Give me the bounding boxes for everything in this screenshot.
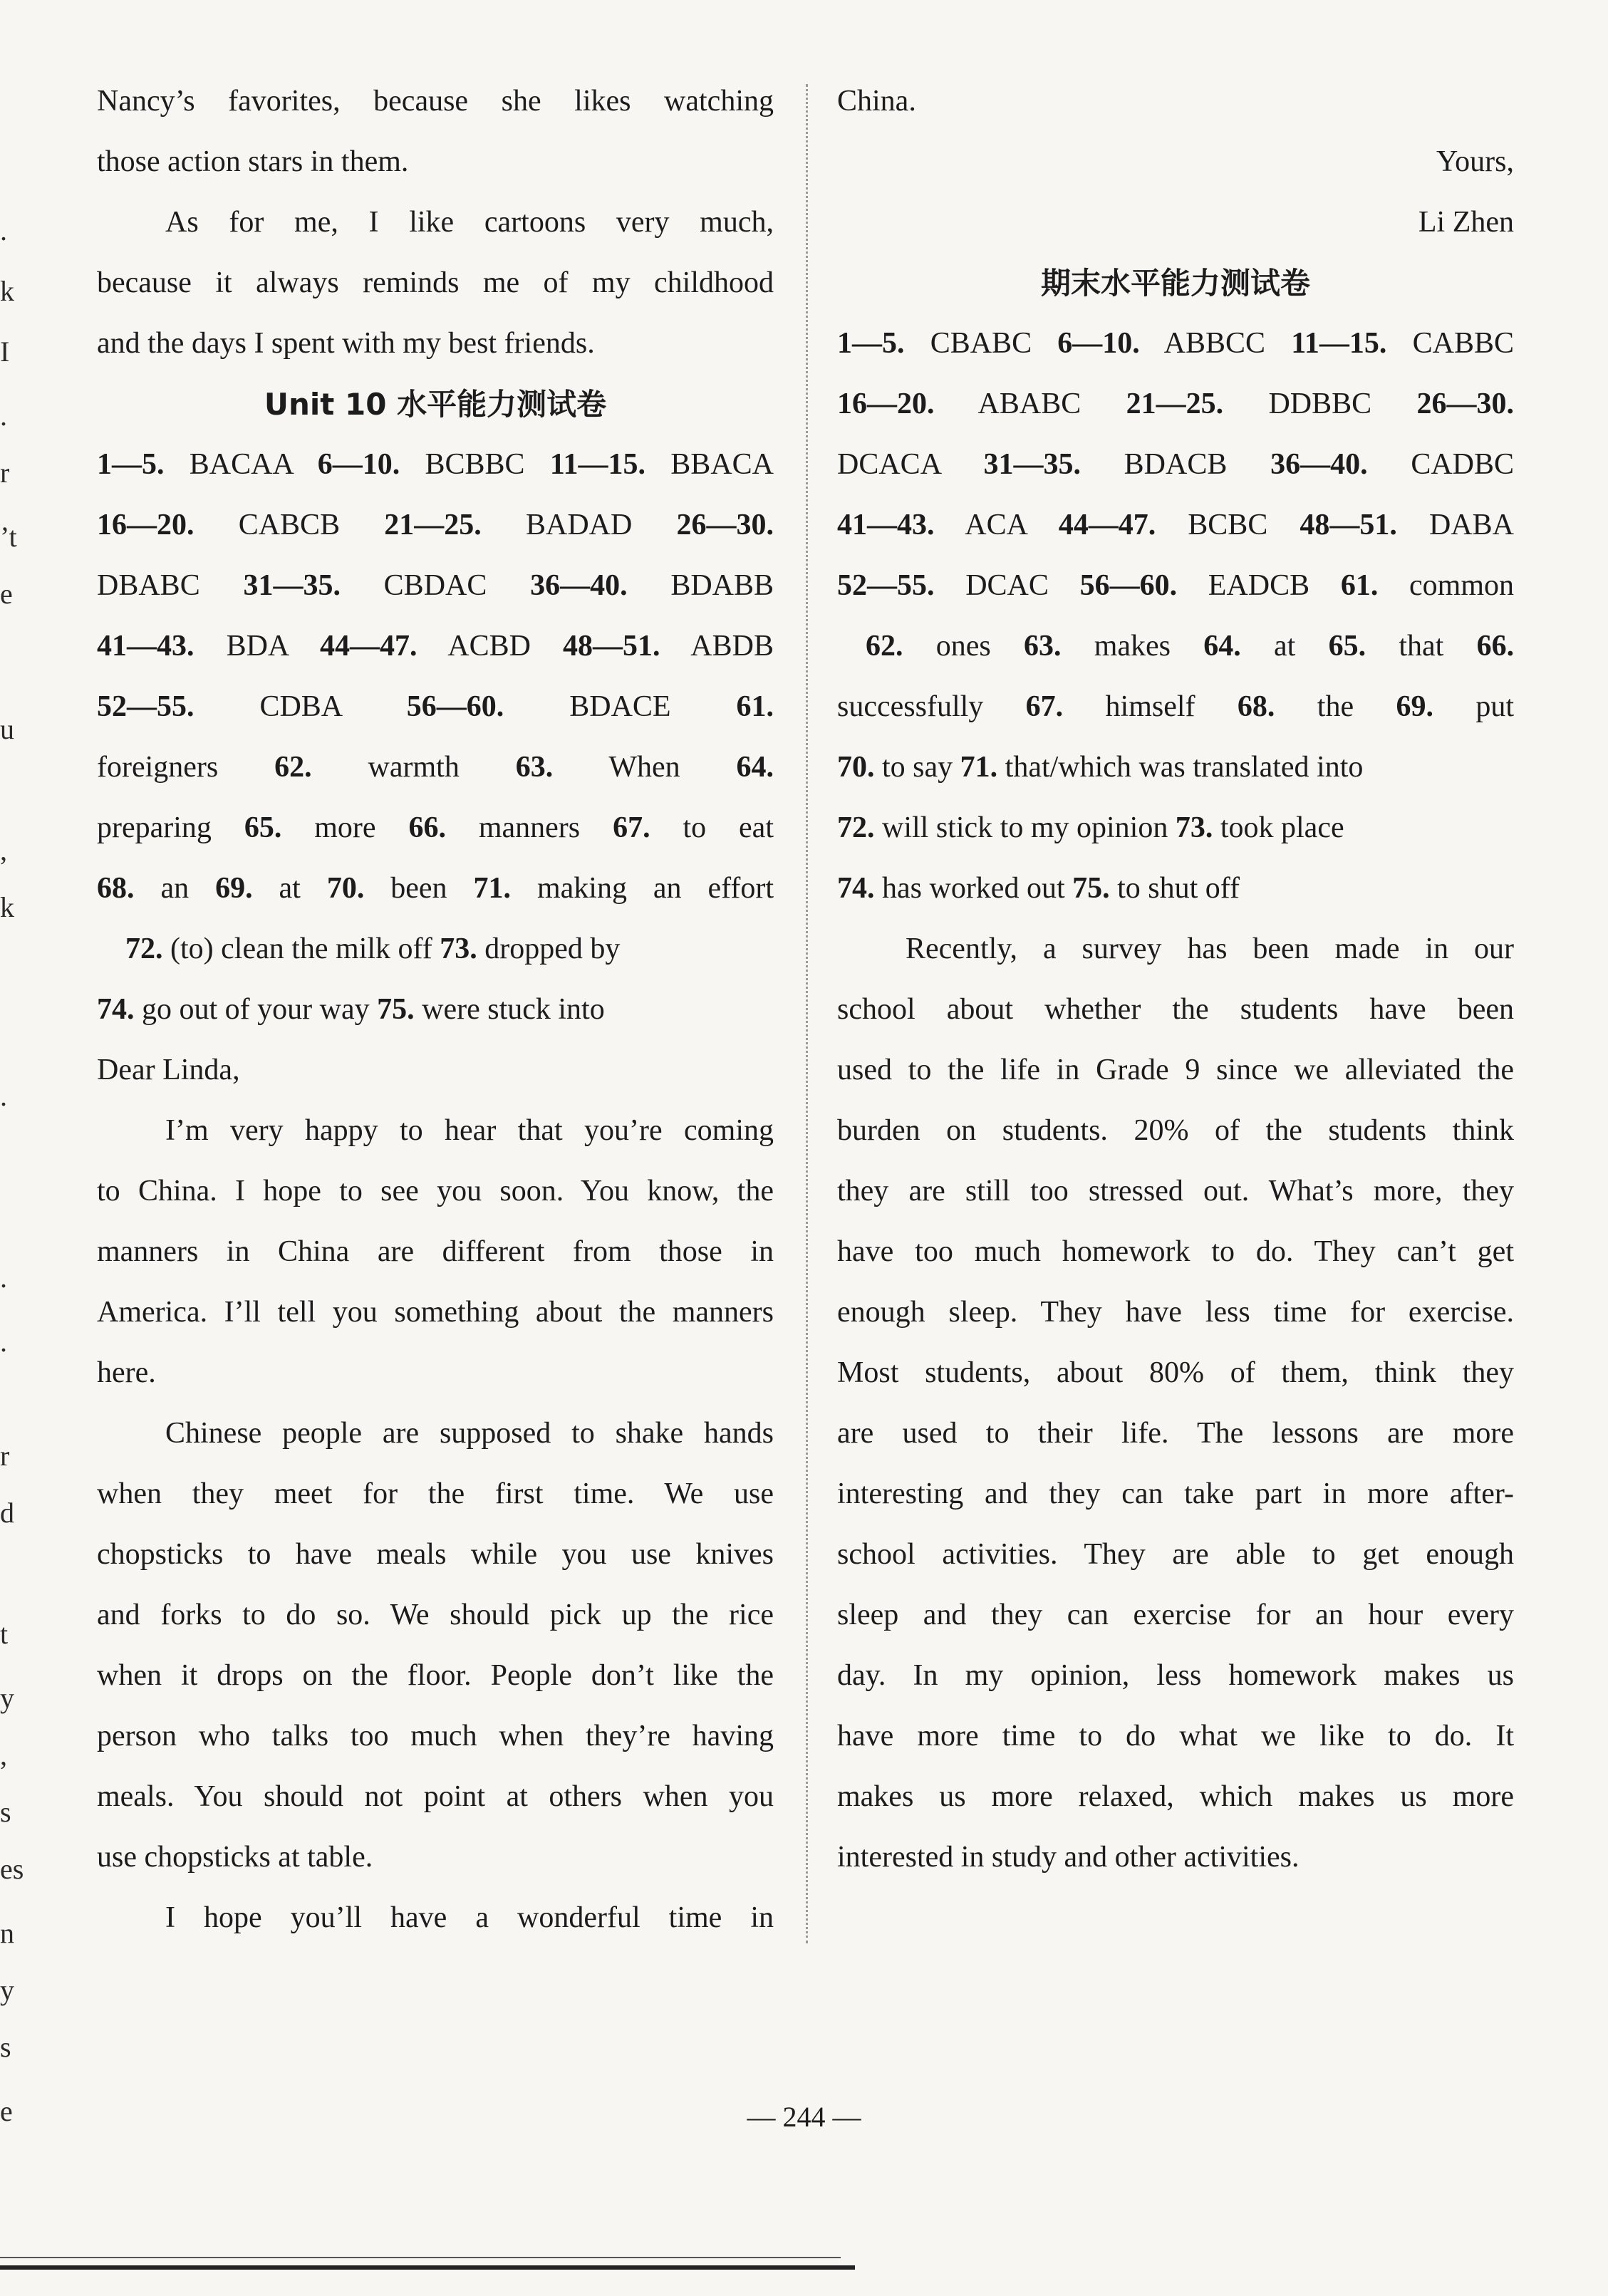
answer-item: 70. been: [326, 872, 447, 905]
answer-item: 69. put: [1396, 690, 1515, 723]
answer-item: 72. will stick to my opinion: [837, 811, 1168, 844]
paragraph-line: when they meet for the first time. We use: [97, 1477, 774, 1510]
paragraph-line: interested in study and other activities.: [837, 1841, 1300, 1874]
paragraph-line: interesting and they can take part in more after-: [837, 1477, 1514, 1510]
left-column: [97, 71, 774, 1948]
edge-fragment: n: [0, 1917, 14, 1949]
closing: Yours,: [1436, 145, 1514, 178]
paragraph-line: used to the life in Grade 9 since we alleviated the: [837, 1054, 1514, 1086]
answer-row: [837, 737, 1514, 798]
answer-item: 16—20. ABABC: [837, 388, 1081, 420]
answer-row: [97, 495, 774, 556]
answer-item: preparing: [97, 811, 212, 844]
paragraph-line: to China. I hope to see you soon. You know, the: [97, 1175, 774, 1207]
edge-fragment: y: [0, 1974, 14, 2006]
unit10-title: Unit 10 水平能力测试卷: [264, 387, 607, 422]
paragraph-line: As for me, I like cartoons very much,: [165, 206, 774, 239]
edge-fragment: y: [0, 1682, 14, 1714]
right-column: [837, 71, 1514, 1888]
answer-item: 68. the: [1237, 690, 1354, 723]
answer-row: [97, 435, 774, 495]
answer-item: foreigners: [97, 751, 219, 784]
answer-item: 44—47. ACBD: [320, 630, 531, 663]
answer-item: 75. were stuck into: [377, 993, 605, 1026]
edge-fragment: .: [0, 214, 7, 246]
edge-fragment: d: [0, 1497, 14, 1529]
edge-fragment: r: [0, 457, 10, 489]
answer-item: 64.: [736, 751, 774, 784]
answer-item: 62. ones: [866, 630, 991, 663]
edge-fragment: ,: [0, 834, 7, 866]
paragraph-line: school activities. They are able to get enough: [837, 1538, 1514, 1571]
answer-item: 1—5. BACAA: [97, 448, 293, 481]
answer-item: 31—35. CBDAC: [243, 569, 487, 602]
answer-item: 6—10. ABBCC: [1057, 327, 1266, 360]
answer-item: 75. to shut off: [1072, 872, 1240, 905]
answer-item: 67. himself: [1025, 690, 1195, 723]
answer-row: [97, 737, 774, 798]
answer-row: [97, 677, 774, 737]
paragraph-line: when it drops on the floor. People don’t like the: [97, 1659, 774, 1692]
paragraph-line: person who talks too much when they’re having: [97, 1720, 774, 1752]
paragraph-line: I hope you’ll have a wonderful time in: [165, 1901, 774, 1934]
paragraph-line: and forks to do so. We should pick up the rice: [97, 1599, 774, 1631]
paragraph-line: makes us more relaxed, which makes us more: [837, 1780, 1514, 1813]
answer-row: [837, 435, 1514, 495]
answer-item: 48—51. ABDB: [563, 630, 774, 663]
answer-item: 65. more: [244, 811, 376, 844]
left-margin-fragments: [0, 0, 28, 2296]
answer-row: [97, 919, 774, 980]
final-exam-title: 期末水平能力测试卷: [1040, 266, 1310, 301]
answer-item: successfully: [837, 690, 984, 723]
paragraph-line: have more time to do what we like to do. It: [837, 1720, 1514, 1752]
paragraph-line: school about whether the students have been: [837, 993, 1514, 1026]
edge-fragment: ’t: [0, 521, 17, 553]
edge-fragment: s: [0, 1796, 11, 1828]
answer-item: 73. took place: [1175, 811, 1344, 844]
answer-row: [837, 556, 1514, 616]
answer-item: 52—55. CDBA: [97, 690, 341, 723]
answer-item: 36—40. CADBC: [1270, 448, 1515, 481]
answer-row: [97, 980, 774, 1040]
paragraph-line: Chinese people are supposed to shake hands: [165, 1417, 774, 1450]
edge-fragment: .: [0, 400, 7, 432]
answer-item: 44—47. BCBC: [1058, 509, 1268, 541]
bottom-rule: [0, 2265, 855, 2270]
edge-fragment: e: [0, 2095, 13, 2127]
answer-item: 67. to eat: [613, 811, 774, 844]
section-title: [837, 253, 1514, 313]
answer-item: 68. an: [97, 872, 190, 905]
answer-row: [837, 313, 1514, 374]
paragraph-line: sleep and they can exercise for an hour every: [837, 1599, 1514, 1631]
paragraph-line: burden on students. 20% of the students think: [837, 1114, 1514, 1147]
answer-item: 61.: [736, 690, 774, 723]
answer-row: [837, 798, 1514, 858]
answer-item: 71. making an effort: [473, 872, 774, 905]
page-number: — 244 —: [747, 2101, 861, 2133]
answer-item: 21—25. DDBBC: [1126, 388, 1372, 420]
answer-item: 65. that: [1328, 630, 1444, 663]
edge-fragment: es: [0, 1853, 24, 1885]
answer-item: 52—55. DCAC: [837, 569, 1049, 602]
answer-item: 69. at: [215, 872, 301, 905]
answer-row: [837, 677, 1514, 737]
edge-fragment: .: [0, 1262, 7, 1294]
paragraph-line: I’m very happy to hear that you’re coming: [165, 1114, 774, 1147]
answer-item: 26—30.: [1416, 388, 1515, 420]
answer-item: 64. at: [1203, 630, 1296, 663]
paragraph-line: are used to their life. The lessons are more: [837, 1417, 1514, 1450]
paragraph-line: manners in China are different from those in: [97, 1235, 774, 1268]
edge-fragment: .: [0, 1080, 7, 1112]
answer-item: 74. go out of your way: [97, 993, 370, 1026]
paragraph-line: meals. You should not point at others when you: [97, 1780, 774, 1813]
answer-item: 31—35. BDACB: [983, 448, 1228, 481]
answer-item: 62. warmth: [274, 751, 460, 784]
column-divider: [806, 84, 808, 1943]
signature: Li Zhen: [1418, 206, 1514, 239]
answer-item: 11—15. BBACA: [549, 448, 774, 481]
salutation: Dear Linda,: [97, 1054, 240, 1086]
answer-row: [97, 556, 774, 616]
answer-item: 56—60. EADCB: [1079, 569, 1310, 602]
answer-item: 66.: [1476, 630, 1515, 663]
answer-item: 11—15. CABBC: [1291, 327, 1515, 360]
answer-item: 71. that/which was translated into: [960, 751, 1364, 784]
paragraph-line: here.: [97, 1356, 156, 1389]
paragraph-line: Nancy’s favorites, because she likes watching: [97, 85, 774, 118]
paragraph-line: those action stars in them.: [97, 145, 409, 178]
answer-item: 74. has worked out: [837, 872, 1065, 905]
paragraph-line: and the days I spent with my best friends.: [97, 327, 595, 360]
answer-item: 56—60. BDACE: [406, 690, 671, 723]
paragraph-line: use chopsticks at table.: [97, 1841, 373, 1874]
answer-item: 36—40. BDABB: [530, 569, 774, 602]
answer-item: 66. manners: [408, 811, 581, 844]
bottom-rule-thin: [0, 2257, 841, 2258]
answer-item: 73. dropped by: [440, 933, 621, 965]
answer-item: 72. (to) clean the milk off: [125, 933, 432, 965]
answer-row: [97, 616, 774, 677]
paragraph-line: they are still too stressed out. What’s more, they: [837, 1175, 1514, 1207]
answer-item: 41—43. ACA: [837, 509, 1027, 541]
edge-fragment: u: [0, 713, 14, 745]
answer-row: [837, 616, 1514, 677]
answer-item: 21—25. BADAD: [384, 509, 633, 541]
answer-item: 48—51. DABA: [1300, 509, 1515, 541]
edge-fragment: t: [0, 1618, 9, 1650]
edge-fragment: e: [0, 578, 13, 610]
paragraph-line: enough sleep. They have less time for exercise.: [837, 1296, 1514, 1329]
paragraph-line: chopsticks to have meals while you use knives: [97, 1538, 774, 1571]
paragraph-line: America. I’ll tell you something about the manners: [97, 1296, 774, 1329]
answer-row: [837, 374, 1514, 435]
answer-row: [837, 858, 1514, 919]
answer-item: 1—5. CBABC: [837, 327, 1032, 360]
answer-item: 41—43. BDA: [97, 630, 288, 663]
edge-fragment: ,: [0, 1739, 7, 1771]
answer-item: 63. makes: [1023, 630, 1171, 663]
answer-item: DCACA: [837, 448, 940, 481]
answer-row: [97, 858, 774, 919]
paragraph-line: Recently, a survey has been made in our: [906, 933, 1514, 965]
paragraph-line: because it always reminds me of my childhood: [97, 266, 774, 299]
edge-fragment: k: [0, 275, 14, 307]
paragraph-line: day. In my opinion, less homework makes us: [837, 1659, 1514, 1692]
answer-item: 26—30.: [676, 509, 774, 541]
answer-item: 61. common: [1340, 569, 1515, 602]
answer-item: 6—10. BCBBC: [317, 448, 525, 481]
paragraph-line: Most students, about 80% of them, think they: [837, 1356, 1514, 1389]
answer-item: DBABC: [97, 569, 200, 602]
answer-item: 70. to say: [837, 751, 953, 784]
answer-item: 16—20. CABCB: [97, 509, 341, 541]
answer-row: [97, 798, 774, 858]
edge-fragment: s: [0, 2031, 11, 2063]
edge-fragment: r: [0, 1440, 10, 1472]
answer-row: [837, 495, 1514, 556]
answer-item: 63. When: [515, 751, 680, 784]
paragraph-line: China.: [837, 85, 916, 118]
edge-fragment: I: [0, 336, 10, 368]
paragraph-line: have too much homework to do. They can’t get: [837, 1235, 1514, 1268]
edge-fragment: k: [0, 891, 14, 923]
edge-fragment: .: [0, 1326, 7, 1358]
section-title: [97, 374, 774, 435]
